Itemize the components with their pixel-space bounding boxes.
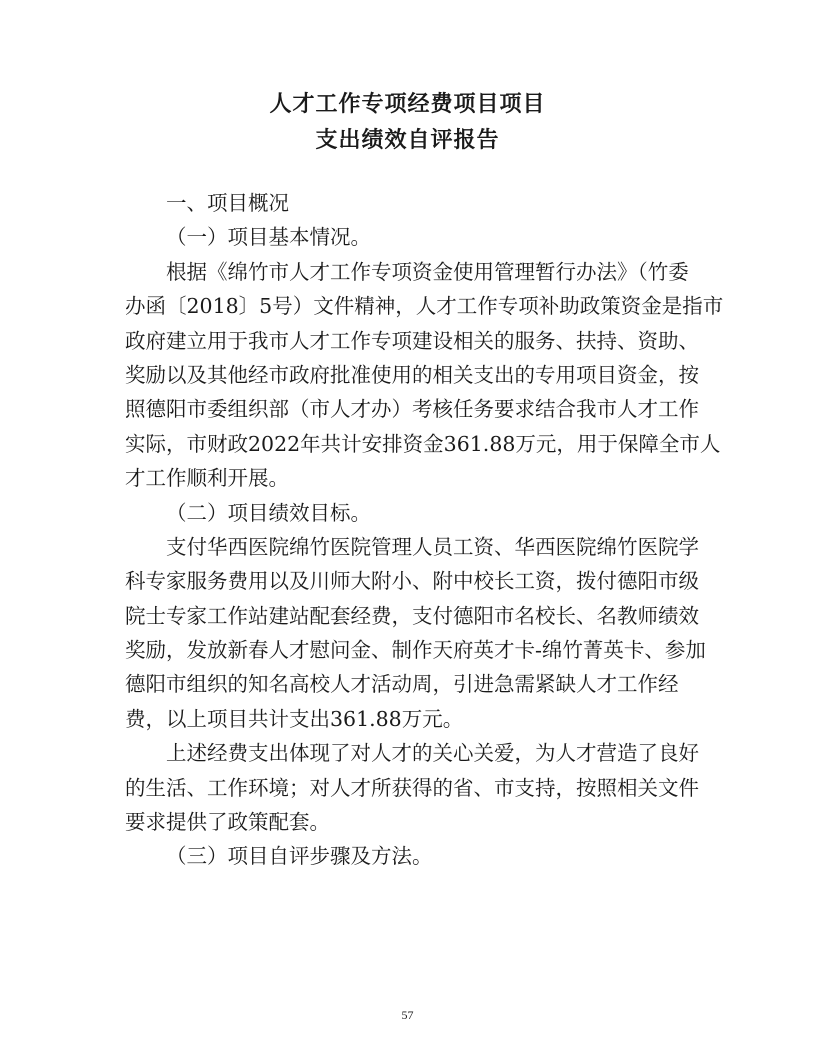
paragraph-line: 院士专家工作站建站配套经费，支付德阳市名校长、名教师绩效 [125, 603, 699, 628]
paragraph-line: 费，以上项目共计支出361.88万元。 [125, 706, 464, 731]
paragraph-line: 奖励，发放新春人才慰问金、制作天府英才卡-绵竹菁英卡、参加 [125, 638, 706, 663]
paragraph-line: 上述经费支出体现了对人才的关心关爱，为人才营造了良好 [166, 741, 699, 766]
paragraph-line: 科专家服务费用以及川师大附小、附中校长工资，拨付德阳市级 [125, 569, 699, 594]
paragraph-line: 办函〔2018〕5号）文件精神，人才工作专项补助政策资金是指市 [125, 294, 724, 319]
paragraph-line: 根据《绵竹市人才工作专项资金使用管理暂行办法》（竹委 [166, 259, 689, 284]
paragraph-line: 实际，市财政2022年共计安排资金361.88万元，用于保障全市人 [125, 431, 721, 456]
subsection-heading: （三）项目自评步骤及方法。 [166, 844, 433, 869]
paragraph-line: 照德阳市委组织部（市人才办）考核任务要求结合我市人才工作 [125, 397, 699, 422]
paragraph-line: 的生活、工作环境；对人才所获得的省、市支持，按照相关文件 [125, 775, 699, 800]
page-number: 57 [401, 1008, 414, 1022]
report-body [125, 186, 724, 874]
paragraph-line: 要求提供了政策配套。 [125, 810, 330, 835]
paragraph-line: 支付华西医院绵竹医院管理人员工资、华西医院绵竹医院学 [166, 534, 699, 559]
subsection-heading: （一）项目基本情况。 [166, 225, 371, 250]
report-title-line-2: 支出绩效自评报告 [315, 128, 500, 153]
paragraph-line: 德阳市组织的知名高校人才活动周，引进急需紧缺人才工作经 [125, 672, 679, 697]
section-heading: 一、项目概况 [166, 191, 289, 215]
subsection-heading: （二）项目绩效目标。 [166, 500, 371, 525]
paragraph-line: 奖励以及其他经市政府批准使用的相关支出的专用项目资金，按 [125, 362, 699, 387]
report-title-line-1: 人才工作专项经费项目项目 [269, 92, 546, 117]
paragraph-line: 才工作顺利开展。 [125, 466, 289, 491]
paragraph-line: 政府建立用于我市人才工作专项建设相关的服务、扶持、资助、 [125, 328, 699, 353]
